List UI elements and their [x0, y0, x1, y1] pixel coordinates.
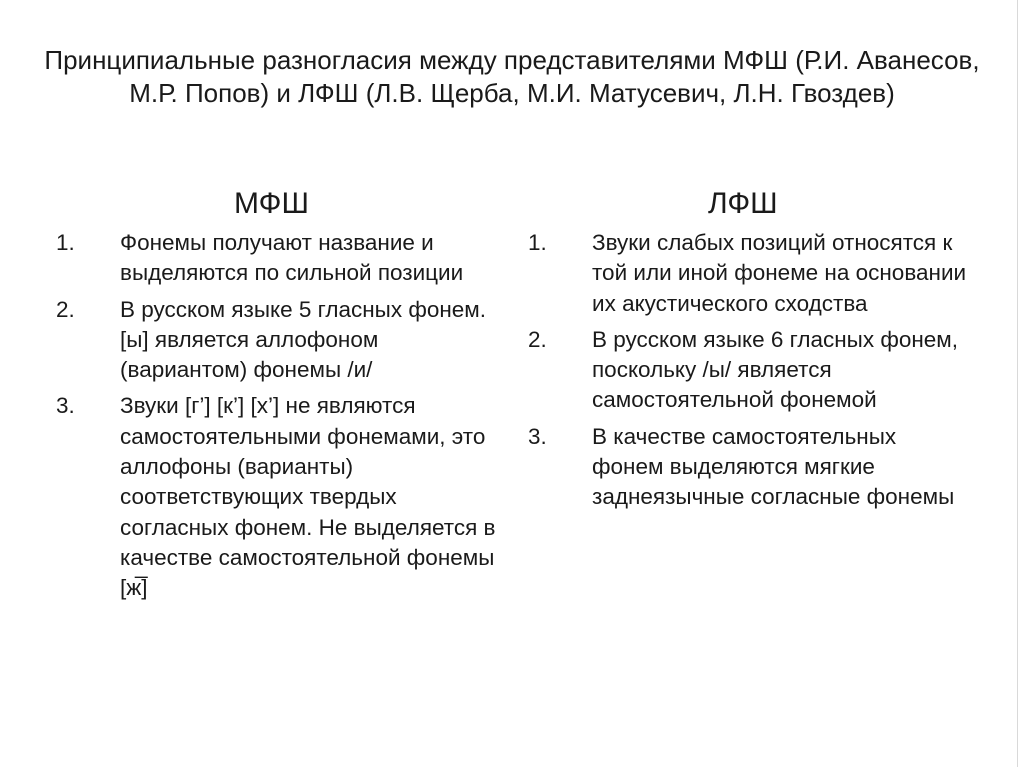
list-item-text: Фонемы получают название и выделяются по сильной позиции: [120, 230, 464, 286]
mfsh-list: [56, 228, 506, 604]
slide-edge-divider: [1017, 0, 1018, 767]
list-item-text: В русском языке 6 гласных фонем, поскольку /ы/ является самостоятельной фонемой: [592, 326, 959, 413]
list-item-number: 1.: [528, 230, 547, 255]
column-heading-mfsh: МФШ: [234, 187, 309, 220]
list-item-text: В русском языке 5 гласных фонем. [ы] является аллофоном (вариантом) фонемы /и/: [120, 296, 487, 383]
list-item-number: 2.: [56, 296, 75, 322]
list-item-number: 2.: [528, 326, 547, 352]
list-item: [56, 295, 506, 386]
column-heading-lfsh: ЛФШ: [708, 187, 778, 220]
column-lfsh: [528, 184, 968, 519]
list-item-number: 3.: [528, 423, 547, 449]
list-item: [528, 422, 968, 513]
list-item-number: 1.: [56, 230, 75, 255]
list-item-number: 3.: [56, 393, 75, 419]
list-item: [56, 228, 506, 289]
list-item: [56, 391, 506, 603]
list-item-text: Звуки [г’] [к’] [х’] не являются самостоятельными фонемами, это аллофоны (варианты) соответствующих твердых согласных фонем. Не выделяется в качестве самостоятельной фонемы [ж̅]: [120, 393, 496, 601]
list-item: [528, 228, 968, 319]
column-mfsh: [56, 184, 506, 610]
lfsh-list: [528, 228, 968, 513]
list-item: [528, 325, 968, 416]
slide-title: Принципиальные разногласия между представителями МФШ (Р.И. Аванесов, М.Р. Попов) и ЛФШ (Л.В. Щерба, М.И. Матусевич, Л.Н. Гвоздев): [44, 45, 980, 108]
list-item-text: Звуки слабых позиций относятся к той или иной фонеме на основании их акустического сходства: [592, 230, 967, 316]
list-item-text: В качестве самостоятельных фонем выделяются мягкие заднеязычные согласные фонемы: [592, 423, 955, 510]
